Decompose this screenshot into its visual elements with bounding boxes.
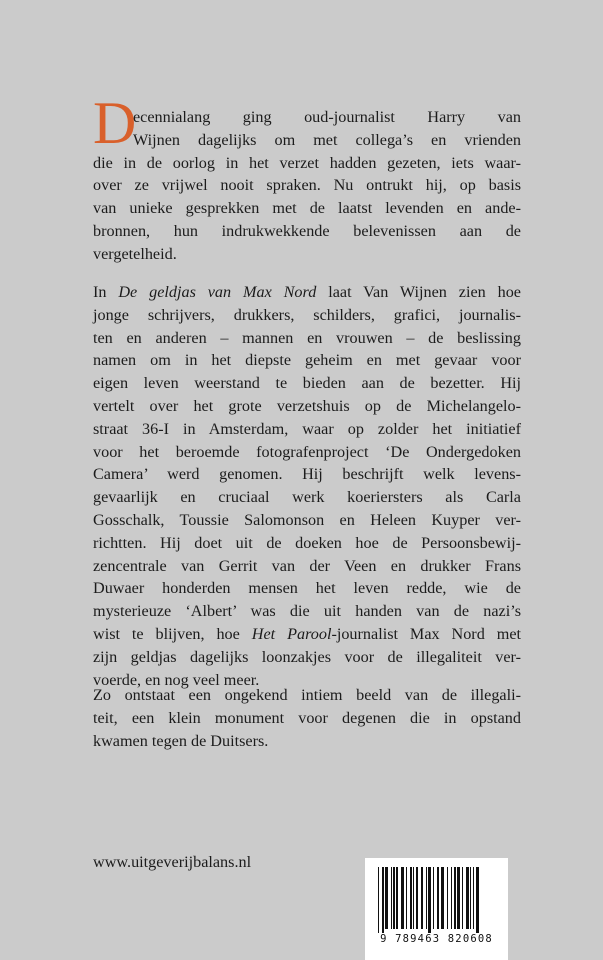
paragraph-line: Wijnen dagelijks om met collega’s en vrienden (133, 130, 521, 149)
paragraph-line: jonge schrijvers, drukkers, schilders, grafici, journalis- (93, 305, 521, 324)
barcode-bar (457, 867, 460, 929)
barcode-bar (454, 867, 456, 929)
barcode-bar (433, 867, 434, 929)
paragraph-line: vergetelheid. (93, 244, 177, 263)
barcode-bar (437, 867, 439, 929)
paragraph-line: ten en anderen – mannen en vrouwen – de beslissing (93, 328, 521, 347)
barcode-bar (401, 867, 404, 929)
barcode-bar (378, 867, 379, 933)
barcode-bars (378, 867, 495, 933)
barcode-bar (441, 867, 444, 929)
barcode-bar (382, 867, 384, 933)
drop-cap-letter: D (93, 90, 137, 156)
newspaper-title: Het Parool (251, 624, 332, 643)
body-paragraph (93, 281, 521, 691)
barcode-bar (391, 867, 392, 929)
barcode-bar (462, 867, 463, 929)
barcode-bar (421, 867, 423, 929)
paragraph-line: voor het beroemde fotografenproject ‘De Ondergedoken (93, 442, 521, 461)
barcode-bar (451, 867, 452, 929)
text-fragment: In (93, 283, 119, 301)
paragraph-line (93, 281, 521, 304)
barcode-bar (466, 867, 469, 929)
paragraph-line (93, 623, 521, 646)
closing-paragraph (93, 684, 521, 752)
barcode-bar (426, 867, 427, 929)
paragraph-line: gevaarlijk en cruciaal werk koeriersters als Carla (93, 488, 521, 507)
paragraph-line: richtten. Hij doet uit de doeken hoe de Persoonsbewij- (93, 533, 521, 552)
barcode-bar (396, 867, 398, 929)
text-fragment: laat Van Wijnen zien hoe (316, 283, 521, 301)
paragraph-line: Camera’ werd genomen. Hij beschrijft welk levens- (93, 465, 521, 484)
text-fragment: wist te blijven, hoe (93, 624, 252, 643)
paragraph-line: voerde, en nog veel meer. (93, 670, 260, 689)
barcode-bar (393, 867, 395, 929)
paragraph-line: van unieke gesprekken met de laatst levenden en ande- (93, 199, 521, 218)
text-fragment: -journalist Max Nord met (331, 624, 521, 643)
paragraph-line: die in de oorlog in het verzet hadden gezeten, iets waar- (93, 153, 521, 172)
paragraph-line: bronnen, hun indrukwekkende belevenissen aan de (93, 221, 521, 240)
paragraph-line: kwamen tegen de Duitsers. (93, 731, 269, 750)
barcode-bar (428, 867, 431, 933)
paragraph-line: zencentrale van Gerrit van der Veen en drukker Frans (93, 556, 521, 575)
paragraph-line: over ze vrijwel nooit spraken. Nu ontrukt hij, op basis (93, 176, 521, 195)
paragraph-line: teit, een klein monument voor degenen die in opstand (93, 708, 521, 727)
barcode-bar (470, 867, 471, 929)
barcode-bar (410, 867, 412, 929)
paragraph-line: zijn geldjas dagelijks loonzakjes voor de illegaliteit ver- (93, 647, 521, 666)
barcode-bar (447, 867, 448, 929)
paragraph-line: Zo ontstaat een ongekend intiem beeld van de illegali- (93, 686, 521, 704)
publisher-url: www.uitgeverijbalans.nl (93, 853, 252, 871)
barcode-bar (385, 867, 388, 929)
paragraph-line: vertelt over het grote verzetshuis op de Michelangelo- (93, 396, 521, 415)
paragraph-line: eigen leven weerstand te bieden aan de bezetter. Hij (93, 374, 521, 393)
barcode-bar (416, 867, 418, 929)
isbn-digits: 9 789463 820608 (380, 933, 493, 945)
paragraph-line: Gosschalk, Toussie Salomonson en Heleen Kuyper ver- (93, 510, 521, 529)
paragraph-line: Duwaer honderden mensen het leven redde, wie de (93, 579, 521, 598)
paragraph-line: ecennialang ging oud-journalist Harry van (133, 108, 521, 126)
intro-paragraph (93, 106, 521, 266)
barcode-bar (473, 867, 474, 929)
paragraph-line: namen om in het diepste geheim en met gevaar voor (93, 351, 521, 370)
paragraph-line: straat 36-I in Amsterdam, waar op zolder het initiatief (93, 419, 521, 438)
barcode-bar (406, 867, 407, 929)
paragraph-line: mysterieuze ‘Albert’ was die uit handen van de nazi’s (93, 602, 521, 621)
barcode-bar (476, 867, 479, 933)
isbn-barcode (365, 858, 508, 960)
book-title: De geldjas van Max Nord (118, 283, 317, 301)
barcode-bar (413, 867, 414, 929)
